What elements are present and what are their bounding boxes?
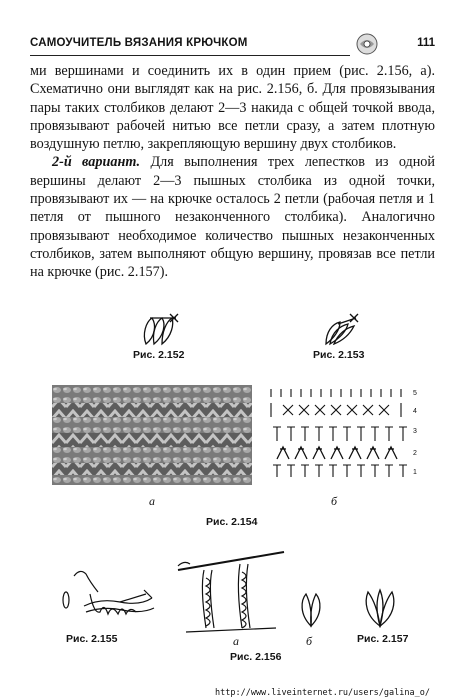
fig-2-153-caption: Рис. 2.153 bbox=[313, 349, 365, 361]
fig-2-154-photo bbox=[52, 385, 252, 485]
fig-2-153-symbol bbox=[322, 312, 364, 346]
fig-2-156-label-a: а bbox=[233, 634, 239, 648]
body-text bbox=[30, 62, 435, 282]
fig-2-156b-symbol bbox=[296, 592, 326, 628]
fig-2-154-label-b: б bbox=[331, 494, 338, 508]
book-logo-icon bbox=[356, 33, 378, 55]
chain-row-5 bbox=[271, 389, 401, 397]
fig-2-156-drawing bbox=[176, 548, 286, 633]
fig-2-152-symbol bbox=[140, 312, 182, 346]
fig-2-157-caption: Рис. 2.157 bbox=[357, 633, 409, 645]
source-url: http://www.liveinternet.ru/users/galina_o/ bbox=[215, 688, 430, 698]
row-number-2: 2 bbox=[413, 450, 417, 457]
book-title: САМОУЧИТЕЛЬ ВЯЗАНИЯ КРЮЧКОМ bbox=[30, 37, 248, 49]
variant-heading: 2-й вариант. bbox=[52, 154, 141, 171]
fig-2-154-label-a: а bbox=[149, 494, 155, 508]
fig-2-152-caption: Рис. 2.152 bbox=[133, 349, 185, 361]
fig-2-155-caption: Рис. 2.155 bbox=[66, 633, 118, 645]
fig-2-156-label-b: б bbox=[306, 634, 313, 648]
header-rule bbox=[30, 55, 350, 56]
paragraph-1: ми вершинами и соединить их в один прием (рис. 2.156, а). Схематично они выглядят как на рис. 2.156, б. Для провязывания пары таких столбиков делают 2—3 накида с общей точкой ввода, провязывают рабочей нитью все петли сразу, а затем плотную воздушную петлю, закрепляющую вершину двух столбиков. bbox=[30, 63, 435, 153]
fig-2-154-chart bbox=[265, 385, 425, 480]
fig-2-154-caption: Рис. 2.154 bbox=[206, 516, 258, 528]
row-number-3: 3 bbox=[413, 428, 417, 435]
page-header bbox=[30, 33, 435, 59]
paragraph-2-text: Для выполнения трех лепестков из одной вершины делают 2—3 пышных столбика из одной точки, провязывают их — на крючке осталось 2 петли (рабочая петля и 1 петля от пышного незаконченного столбика). Аналогично провязывают необходимое количество пышных незаконченных столбиков, затем выполняют общую вершину, провязав все петли на крючке (рис. 2.157). bbox=[30, 154, 435, 281]
page-number: 111 bbox=[417, 37, 435, 49]
row-number-1: 1 bbox=[413, 469, 417, 476]
fig-2-155-drawing bbox=[60, 568, 160, 626]
fig-2-157-symbol bbox=[360, 588, 400, 628]
row-number-4: 4 bbox=[413, 408, 417, 415]
fig-2-156-caption: Рис. 2.156 bbox=[230, 651, 282, 663]
paragraph-2 bbox=[30, 153, 435, 281]
row-number-5: 5 bbox=[413, 390, 417, 397]
